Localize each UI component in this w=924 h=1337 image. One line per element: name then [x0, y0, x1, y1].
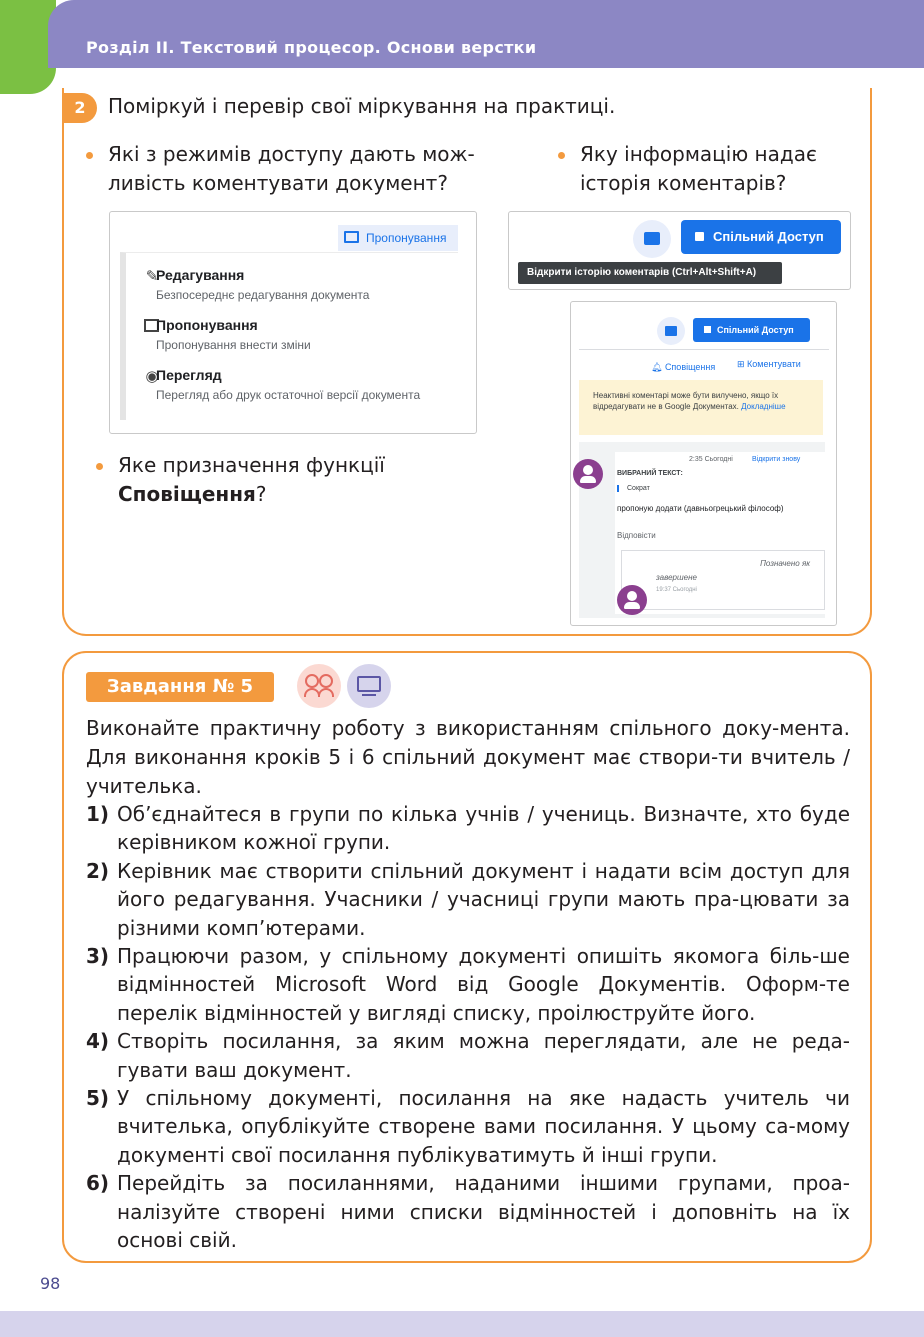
share-button[interactable]: Спільний Доступ [681, 220, 841, 254]
divider [579, 349, 829, 350]
reply-link[interactable]: Відповісти [617, 531, 656, 540]
comment-time: 2:35 Сьогодні [689, 456, 733, 463]
header-band [48, 0, 924, 68]
reopen-link[interactable]: Відкрити знову [752, 456, 801, 463]
computer-icon [347, 664, 391, 708]
comment-history-button[interactable] [657, 317, 685, 345]
footer-band [0, 1311, 924, 1337]
comment-button[interactable]: ⊞ Коментувати [737, 359, 801, 369]
chapter-title: Розділ ІІ. Текстовий процесор. Основи верстки [86, 38, 537, 57]
mode-suggesting[interactable]: Пропонування Пропонування внести зміни [156, 317, 311, 352]
notifications-button[interactable]: 🔔︎ Сповіщення [651, 362, 716, 372]
learn-more-link[interactable]: Докладніше [741, 402, 786, 411]
exercise-number: 2 [63, 93, 97, 123]
question-comment-history: Яку інформацію надає історія коментарів? [580, 140, 870, 198]
suggesting-button[interactable]: Пропонування [338, 225, 458, 251]
history-screenshot [508, 211, 851, 290]
lock-icon [704, 326, 711, 333]
mode-viewing[interactable]: Перегляд Перегляд або друк остаточної версії документа [156, 367, 421, 402]
history-tooltip: Відкрити історію коментарів (Ctrl+Alt+Shift+A) [518, 262, 782, 284]
list-item: 3) Працюючи разом, у спільному документі опишіть якомога біль-ше відмінностей Microsoft Word від Google Документів. Оформ-те перелік відмінностей у вигляді списку, проілюструйте його. [86, 944, 850, 1025]
question-access-modes: Які з режимів доступу дають мож-ливість коментувати документ? [108, 140, 528, 198]
user-avatar [617, 585, 647, 615]
list-item: 2) Керівник має створити спільний документ і надати всім доступ для його редагування. Учасники / учасниці групи мають пра-цювати за різними комп’ютерами. [86, 858, 850, 940]
eye-icon: ◉ [145, 368, 159, 385]
task-steps [86, 800, 850, 1255]
page-number: 98 [40, 1274, 61, 1293]
group-work-icon [297, 664, 341, 708]
exercise-heading: Поміркуй і перевір свої міркування на практиці. [108, 94, 616, 118]
list-item: 1) Об’єднайтеся в групи по кілька учнів / учениць. Визначте, хто буде керівником кожної групи. [86, 802, 850, 855]
user-avatar [573, 459, 603, 489]
selected-text: Сократ [617, 485, 650, 492]
mode-editing[interactable]: Редагування Безпосереднє редагування документа [156, 267, 370, 302]
suggest-icon [344, 231, 359, 243]
comment-icon [644, 232, 660, 245]
list-item: 5) У спільному документі, посилання на яке надасть учитель чи вчителька, опублікуйте створене вами посилання. У цьому са-мому документі свої посилання публікуватимуть й інші групи. [86, 1086, 850, 1167]
task-intro: Виконайте практичну роботу з використанням спільного доку-мента. Для виконання кроків 5 і 6 спільний документ має створи-ти вчитель / учителька. [86, 716, 850, 798]
comment-thread [579, 442, 825, 618]
share-button[interactable]: Спільний Доступ [693, 318, 810, 342]
comments-screenshot [570, 301, 837, 626]
comment-history-button[interactable] [633, 220, 671, 258]
resolved-note: Позначено як завершене 19:37 Сьогодні [621, 550, 825, 610]
task-badge: Завдання № 5 [86, 672, 274, 702]
comment-card [615, 452, 829, 614]
lock-icon [695, 232, 704, 241]
inactive-comments-warning: Неактивні коментарі може бути вилучено, якщо їх відредагувати не в Google Документах. Докладніше [579, 380, 823, 435]
modes-screenshot [109, 211, 477, 434]
comment-icon [665, 326, 677, 336]
modes-menu [120, 252, 458, 420]
list-item: 4) Створіть посилання, за яким можна переглядати, але не реда-гувати ваш документ. [86, 1029, 850, 1082]
selected-text-label: ВИБРАНИЙ ТЕКСТ: [617, 470, 683, 477]
comment-text: пропоную додати (давньогрецький філософ) [617, 504, 784, 513]
pencil-icon: ✎ [145, 268, 159, 285]
question-notifications: Яке призначення функції Сповіщення? [118, 451, 438, 509]
list-item: 6) Перейдіть за посиланнями, наданими іншими групами, проа-налізуйте створені ними списки відмінностей і доповніть на їх основі свій. [86, 1171, 850, 1253]
